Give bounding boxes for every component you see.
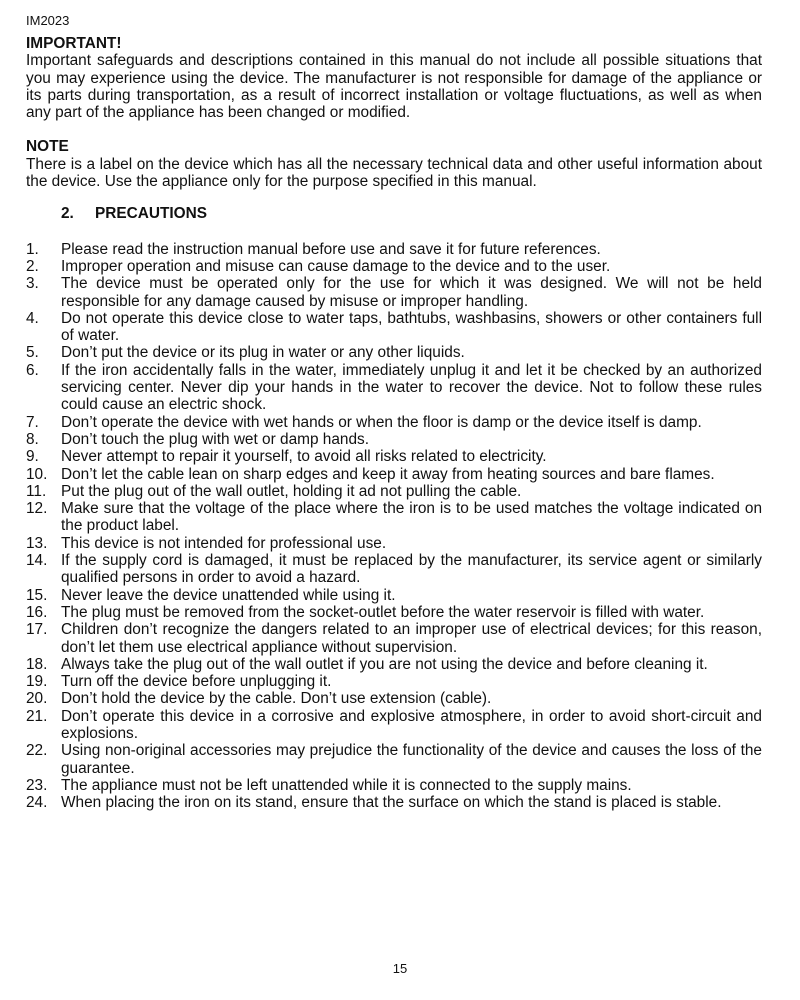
precaution-text: Don’t operate this device in a corrosive and explosive atmosphere, in order to avoid short-circuit and explosions. [61, 707, 762, 742]
precautions-list [26, 241, 762, 812]
spacer [26, 121, 762, 138]
precaution-text: Please read the instruction manual before use and save it for future references. [61, 240, 601, 258]
important-paragraph: Important safeguards and descriptions contained in this manual do not include all possible situations that you may experience using the device. The manufacturer is not responsible for damage of the appliance or its parts during transportation, as a result of incorrect installation or voltage fluctuations, as well as when any part of the appliance has been changed or modified. [26, 52, 762, 122]
precaution-item [26, 656, 762, 673]
precaution-number: 1. [26, 240, 39, 258]
precaution-item [26, 310, 762, 345]
precaution-item [26, 500, 762, 535]
precaution-item [26, 673, 762, 690]
precaution-text: Always take the plug out of the wall outlet if you are not using the device and before cleaning it. [61, 655, 708, 673]
precaution-item [26, 241, 762, 258]
precaution-item [26, 275, 762, 310]
precaution-item [26, 431, 762, 448]
precaution-number: 3. [26, 275, 39, 293]
precaution-item [26, 587, 762, 604]
precaution-number: 5. [26, 344, 39, 362]
precaution-text: Never attempt to repair it yourself, to avoid all risks related to electricity. [61, 448, 547, 466]
precaution-item [26, 344, 762, 361]
precaution-number: 9. [26, 448, 39, 466]
precaution-number: 23. [26, 776, 48, 794]
precaution-number: 10. [26, 465, 48, 483]
note-heading: NOTE [26, 138, 69, 156]
section-number: 2. [61, 205, 74, 223]
precaution-item [26, 552, 762, 587]
precaution-item [26, 742, 762, 777]
precaution-number: 12. [26, 500, 48, 518]
note-text [26, 156, 762, 191]
precaution-number: 13. [26, 534, 48, 552]
precaution-item [26, 448, 762, 465]
precaution-text: Improper operation and misuse can cause damage to the device and to the user. [61, 257, 611, 275]
precaution-number: 11. [26, 482, 47, 500]
precaution-text: The plug must be removed from the socket-outlet before the water reservoir is filled with water. [61, 603, 705, 621]
precaution-number: 4. [26, 309, 39, 327]
precaution-item [26, 414, 762, 431]
precaution-number: 6. [26, 361, 39, 379]
precaution-text: This device is not intended for professional use. [61, 534, 387, 552]
precaution-number: 15. [26, 586, 48, 604]
precaution-text: Put the plug out of the wall outlet, holding it ad not pulling the cable. [61, 482, 522, 500]
precaution-text: Don’t put the device or its plug in water or any other liquids. [61, 344, 465, 362]
precaution-item [26, 604, 762, 621]
section-title: PRECAUTIONS [95, 205, 208, 223]
precaution-number: 18. [26, 655, 48, 673]
page-body [26, 35, 762, 811]
precaution-item [26, 483, 762, 500]
precaution-text: Don’t operate the device with wet hands or when the floor is damp or the device itself is damp. [61, 413, 702, 431]
note-paragraph: There is a label on the device which has all the necessary technical data and other useful information about the device. Use the appliance only for the purpose specified in this manual. [26, 155, 762, 191]
important-text [26, 52, 762, 121]
precaution-text: Make sure that the voltage of the place where the iron is to be used matches the voltage indicated on the product label. [61, 500, 762, 535]
precaution-item [26, 258, 762, 275]
precaution-text: Don’t let the cable lean on sharp edges and keep it away from heating sources and bare flames. [61, 465, 715, 483]
precaution-item [26, 466, 762, 483]
precaution-text: When placing the iron on its stand, ensure that the surface on which the stand is placed is stable. [61, 794, 722, 812]
precaution-item [26, 362, 762, 414]
precaution-text: The device must be operated only for the use for which it was designed. We will not be held responsible for any damage caused by misuse or improper handling. [61, 275, 762, 310]
important-heading: IMPORTANT! [26, 35, 122, 52]
precaution-text: If the iron accidentally falls in the water, immediately unplug it and let it be checked by an authorized servicing center. Never dip your hands in the water to recover the device. Not to follow these rules could cause an electric shock. [61, 361, 762, 414]
precaution-item [26, 794, 762, 811]
precaution-number: 16. [26, 603, 48, 621]
precaution-item [26, 621, 762, 656]
precaution-number: 21. [26, 707, 48, 725]
precaution-number: 7. [26, 413, 39, 431]
precaution-item [26, 535, 762, 552]
precaution-text: The appliance must not be left unattended while it is connected to the supply mains. [61, 776, 632, 794]
precaution-number: 2. [26, 257, 39, 275]
precaution-text: Do not operate this device close to water taps, bathtubs, washbasins, showers or other containers full of water. [61, 309, 762, 345]
precaution-number: 17. [26, 621, 48, 639]
model-code: IM2023 [26, 13, 70, 28]
precaution-number: 20. [26, 690, 48, 708]
precaution-number: 8. [26, 430, 39, 448]
precaution-text: If the supply cord is damaged, it must be replaced by the manufacturer, its service agent or similarly qualified persons in order to avoid a hazard. [61, 552, 762, 587]
precaution-number: 14. [26, 552, 48, 570]
precaution-text: Don’t touch the plug with wet or damp hands. [61, 430, 369, 448]
precaution-text: Children don’t recognize the dangers related to an improper use of electrical devices; for this reason, don’t let them use electrical appliance without supervision. [61, 621, 762, 656]
precaution-text: Never leave the device unattended while using it. [61, 586, 396, 604]
precaution-item [26, 708, 762, 743]
precaution-item [26, 777, 762, 794]
precaution-text: Don’t hold the device by the cable. Don’t use extension (cable). [61, 690, 492, 708]
precaution-number: 24. [26, 794, 48, 812]
precaution-text: Turn off the device before unplugging it. [61, 673, 332, 691]
page-number: 15 [392, 961, 408, 976]
section-heading [61, 205, 762, 222]
precaution-number: 19. [26, 673, 48, 691]
precaution-text: Using non-original accessories may prejudice the functionality of the device and causes the loss of the guarantee. [61, 742, 762, 777]
precaution-item [26, 690, 762, 707]
precaution-number: 22. [26, 742, 48, 760]
